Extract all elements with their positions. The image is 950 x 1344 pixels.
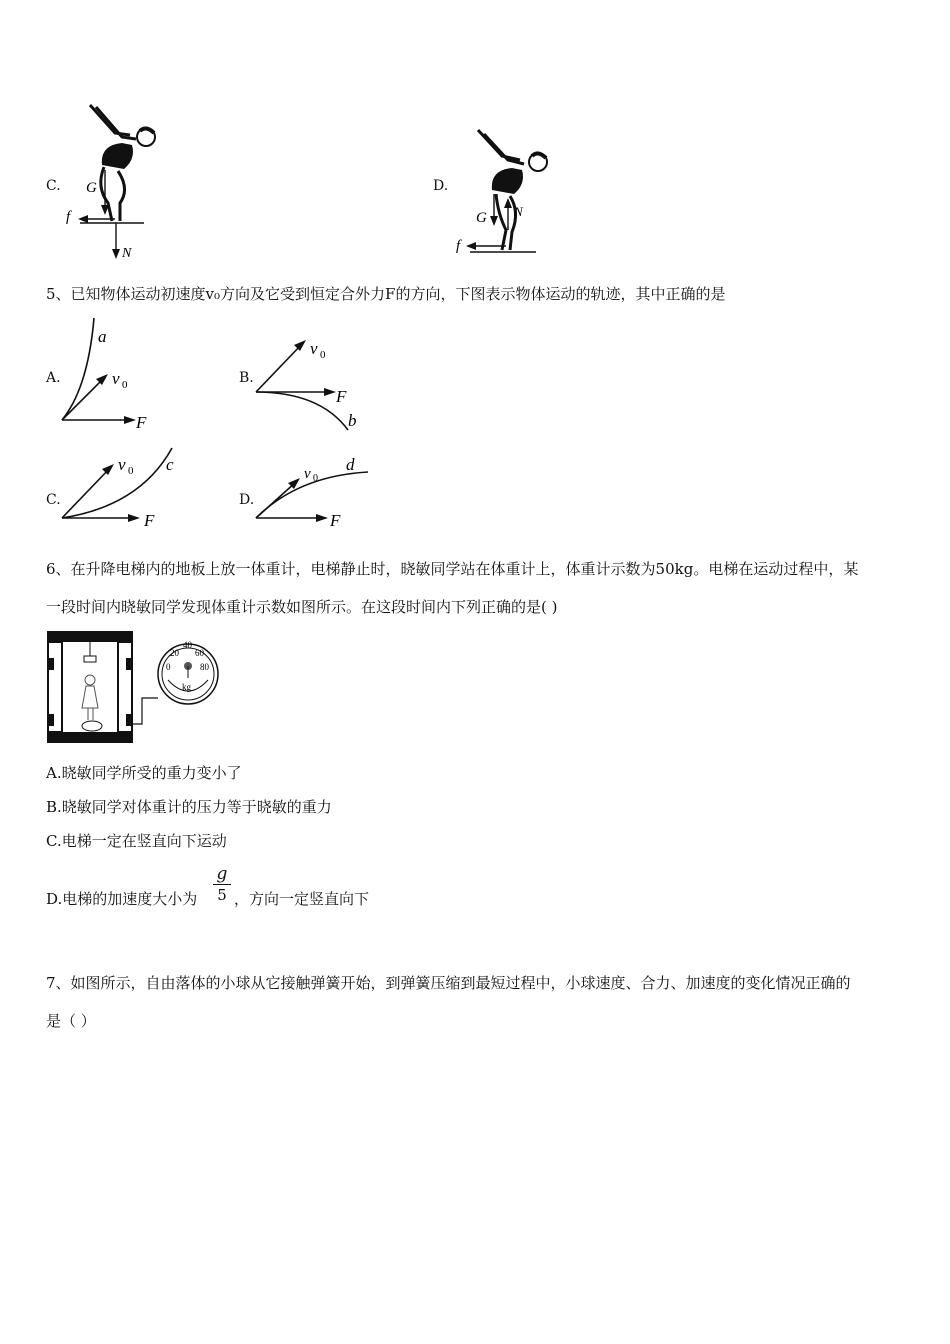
q5-option-a-figure (56, 312, 166, 434)
q5-option-a-label: A. (46, 370, 61, 386)
q5-option-c-label: C. (46, 492, 61, 508)
q6-dial-tick-0: 0 (166, 662, 171, 672)
q5-b-curve-label: b (348, 411, 357, 430)
q5-d-f-label: F (330, 511, 341, 530)
q5-a-v-label: v (112, 369, 120, 388)
q5-d-curve-label: d (346, 455, 355, 474)
q6-dial-tick-40: 40 (183, 640, 192, 650)
q5-c-v-label: v (118, 455, 126, 474)
q6-dial-tick-80: 80 (200, 662, 209, 672)
q6-option-d-prefix: D.电梯的加速度大小为 (46, 890, 198, 908)
q5-b-v-label: v (310, 339, 318, 358)
q5-a-f-label: F (136, 413, 147, 432)
q6-option-d-suffix: ，方向一定竖直向下 (234, 890, 370, 908)
q6-option-d-fraction (213, 864, 231, 905)
q5-c-v-sub: 0 (128, 465, 134, 477)
q5-option-b-figure (250, 330, 370, 434)
q6-dial-tick-20: 20 (170, 648, 179, 658)
q5-c-curve-label: c (166, 455, 174, 474)
q4-d-force-g: G (476, 210, 487, 226)
q4-option-d-label: D. (433, 178, 449, 194)
q6-stem-line2: 一段时间内晓敏同学发现体重计示数如图所示。在这段时间内下列正确的是( ) (46, 598, 558, 616)
q7-stem-line2: 是（ ） (46, 1012, 96, 1030)
q5-b-f-label: F (336, 387, 347, 406)
q6-stem-line1: 6、在升降电梯内的地板上放一体重计，电梯静止时，晓敏同学站在体重计上，体重计示数为50kg。电梯在运动过程中，某 (46, 560, 859, 578)
q5-d-v-label: v (304, 466, 311, 482)
q5-a-curve-label: a (98, 327, 107, 346)
q4-c-force-g: G (86, 180, 97, 196)
q6-option-b: B.晓敏同学对体重计的压力等于晓敏的重力 (46, 798, 332, 816)
q4-d-force-f: f (456, 238, 461, 254)
q6-dial-unit: kg (182, 682, 191, 692)
q5-option-b-label: B. (239, 370, 254, 386)
q5-option-d-label: D. (239, 492, 255, 508)
q6-option-d-numerator: g (216, 864, 228, 884)
q4-option-c-figure (60, 95, 180, 265)
q7-stem-line1: 7、如图所示，自由落体的小球从它接触弹簧开始，到弹簧压缩到最短过程中，小球速度、合力、加速度的变化情况正确的 (46, 974, 851, 992)
q5-b-v-sub: 0 (320, 349, 326, 361)
q6-option-d-denominator: 5 (213, 884, 231, 905)
q5-d-v-sub: 0 (313, 473, 318, 484)
q6-elevator-figure (46, 628, 226, 746)
q5-stem: 5、已知物体运动初速度v₀方向及它受到恒定合外力F的方向，下图表示物体运动的轨迹，其中正确的是 (46, 285, 726, 303)
q5-option-d-figure (250, 452, 380, 534)
q5-a-v-sub: 0 (122, 379, 128, 391)
q6-option-a: A.晓敏同学所受的重力变小了 (46, 764, 242, 782)
q4-option-c-label: C. (46, 178, 61, 194)
q4-c-force-n: N (122, 246, 132, 261)
q6-dial-tick-60: 60 (195, 648, 204, 658)
q6-option-c: C.电梯一定在竖直向下运动 (46, 832, 227, 850)
q4-option-d-figure (450, 120, 570, 265)
q5-c-f-label: F (144, 511, 155, 530)
q4-d-force-n: N (514, 204, 523, 219)
q4-c-force-f: f (66, 209, 71, 225)
q5-option-c-figure (56, 446, 186, 534)
